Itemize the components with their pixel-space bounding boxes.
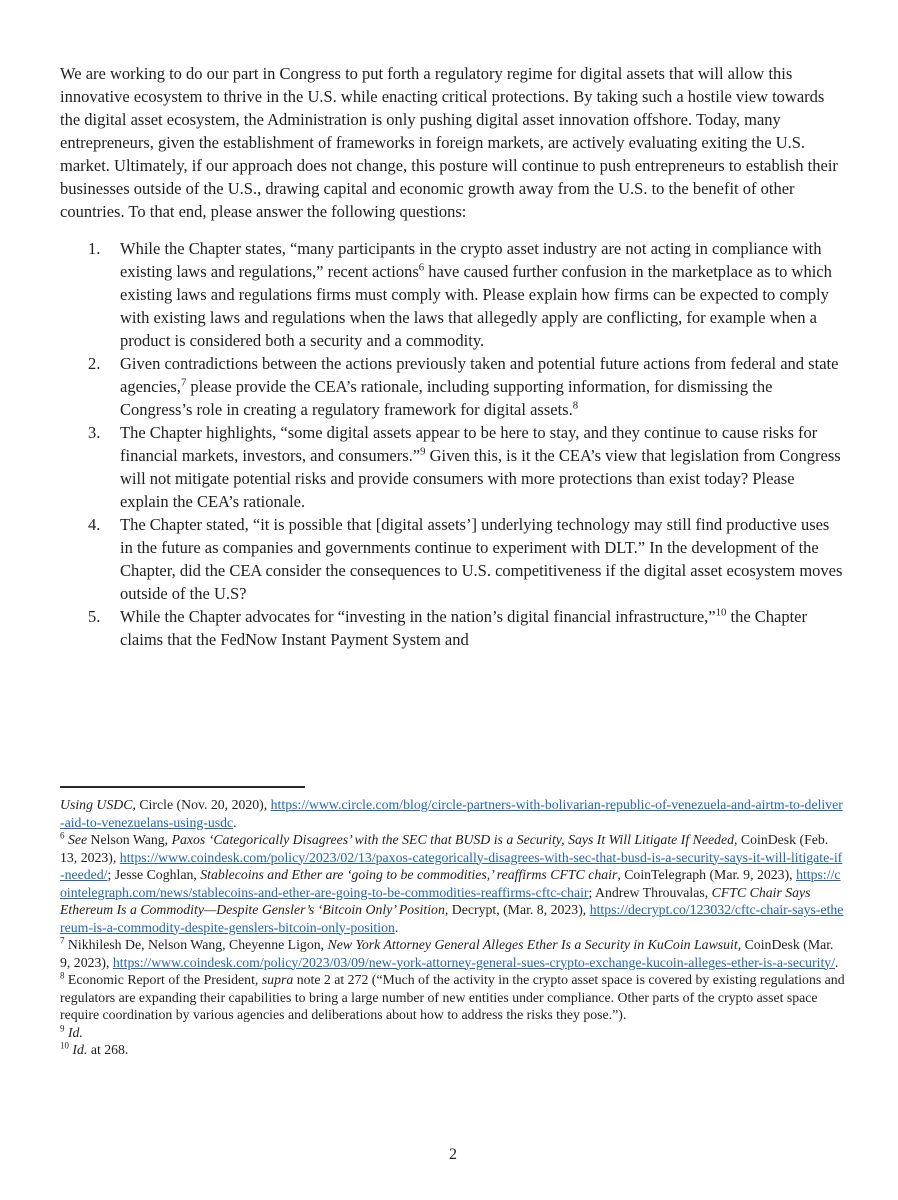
footnote-reference: 6 [60, 830, 65, 841]
footnote-reference: 8 [572, 399, 579, 412]
italic-text: Using USDC [60, 797, 133, 812]
footnote-reference: 9 [60, 1022, 65, 1033]
text-run: the Chapter claims that the FedNow Instant Payment System and [120, 607, 807, 649]
question-number: 5. [88, 607, 101, 626]
footnote-reference: 8 [60, 970, 65, 981]
questions-list [60, 237, 846, 651]
question-number: 1. [88, 239, 101, 258]
page-number: 2 [449, 1146, 457, 1163]
question-number: 3. [88, 423, 101, 442]
question-number: 4. [88, 515, 101, 534]
footnote-reference: 9 [420, 445, 426, 458]
footnote-separator [60, 786, 305, 788]
question-number: 2. [88, 354, 101, 373]
italic-text: CFTC Chair Says Ethereum Is a Commodity—Despite Gensler’s ‘Bitcoin Only’ Position [60, 884, 811, 917]
text-run: , Circle (Nov. 20, 2020), [132, 797, 271, 812]
question-item-3 [60, 421, 846, 513]
hyperlink[interactable]: https://www.circle.com/blog/circle-partners-with-bolivarian-republic-of-venezuela-and-airtm-to-deliver-aid-to-venezuelans-using-usdc [60, 797, 843, 830]
text-run: While the Chapter advocates for “investing in the nation’s digital financial infrastructure,” [120, 607, 716, 626]
footnote-9 [60, 1024, 846, 1042]
text-run: The Chapter stated, “it is possible that [digital assets’] underlying technology may still find productive uses in the future as companies and governments continue to experiment with DLT.” In the development of the Chapter, did the CEA consider the consequences to U.S. competitiveness if the digital asset ecosystem moves outside of the U.S? [120, 515, 843, 603]
question-item-1 [60, 237, 846, 352]
text-run: please provide the CEA’s rationale, including supporting information, for dismissing the Congress’s role in creating a regulatory framework for digital assets. [120, 377, 773, 419]
question-item-5 [60, 605, 846, 651]
question-text [120, 421, 846, 513]
text-run: ; Jesse Coghlan, [107, 867, 201, 882]
italic-text: Id. [72, 1042, 88, 1057]
text-run: Given this, is it the CEA’s view that legislation from Congress will not mitigate potential risks and provide consumers with more protections than exist today? Please explain the CEA’s rationale. [120, 446, 841, 511]
hyperlink[interactable]: https://decrypt.co/123032/cftc-chair-says-ethereum-is-a-commodity-despite-genslers-bitcoin-only-position [60, 902, 844, 935]
question-item-2 [60, 352, 846, 421]
italic-text: Id. [67, 1024, 83, 1040]
italic-text: New York Attorney General Alleges Ether Is a Security in KuCoin Lawsuit, [327, 937, 742, 952]
hyperlink[interactable]: https://www.coindesk.com/policy/2023/02/13/paxos-categorically-disagrees-with-sec-that-busd-is-a-security-says-it-will-litigate-if-needed/ [60, 849, 843, 882]
hyperlink[interactable]: https://www.coindesk.com/policy/2023/03/09/new-york-attorney-general-sues-crypto-exchange-kucoin-alleges-ether-is-a-security/ [112, 954, 836, 970]
text-run: . [835, 954, 839, 970]
footnote-6 [60, 831, 846, 936]
footnote-reference: 10 [715, 606, 727, 619]
text-run: Given contradictions between the actions previously taken and potential future actions from federal and state agencies, [120, 354, 839, 396]
text-run: note 2 at 272 (“Much of the activity in the crypto asset space is covered by existing regulations and regulators are expanding their capabilities to bring a large number of new entities under compliance. Other parts of the crypto asset space require coordination by various agencies and deliberations about how to address the risks they pose.”). [60, 972, 845, 1022]
footnote-reference: 7 [180, 376, 187, 389]
footnotes-section [60, 786, 846, 1059]
text-run: Nikhilesh De, Nelson Wang, Cheyenne Ligon, [64, 937, 328, 952]
question-item-4 [60, 513, 846, 605]
italic-text: supra [261, 972, 294, 987]
text-run: The Chapter highlights, “some digital assets appear to be here to stay, and they continue to cause risks for financial markets, investors, and consumers.” [120, 423, 818, 465]
letter-body [60, 62, 846, 651]
footnote-10 [60, 1041, 846, 1059]
footnote-continuation [60, 796, 846, 831]
footnote-8 [60, 971, 846, 1024]
footnote-reference: 10 [60, 1040, 69, 1051]
italic-text: Stablecoins and Ether are ‘going to be commodities,’ reaffirms CFTC chair [200, 867, 618, 882]
hyperlink[interactable]: https://cointelegraph.com/news/stablecoins-and-ether-are-going-to-be-commodities-reaffirms-cftc-chair [60, 867, 841, 900]
text-run: We are working to do our part in Congress to put forth a regulatory regime for digital assets that will allow this innovative ecosystem to thrive in the U.S. while enacting critical protections. By taking such a hostile view towards the digital asset ecosystem, the Administration is only pushing digital asset innovation offshore. Today, many entrepreneurs, given the establishment of frameworks in foreign markets, are actively evaluating exiting the U.S. market. Ultimately, if our approach does not change, this posture will continue to push entrepreneurs to establish their businesses outside of the U.S., drawing capital and economic growth away from the U.S. to the benefit of other countries. To that end, please answer the following questions: [60, 64, 838, 221]
text-run: have caused further confusion in the marketplace as to which existing laws and regulations firms must comply with. Please explain how firms can be expected to comply with existing laws and regulations when the laws that allegedly apply are conflicting, for example when a product is considered both a security and a commodity. [120, 262, 832, 350]
text-run: at 268. [87, 1042, 129, 1057]
question-text [120, 237, 846, 352]
question-text [120, 352, 846, 421]
text-run: ; Andrew Throuvalas, [588, 884, 712, 900]
text-run: , CoinTelegraph (Mar. 9, 2023), [617, 867, 797, 882]
text-run: While the Chapter states, “many participants in the crypto asset industry are not acting in compliance with existing laws and regulations,” recent actions [120, 239, 822, 281]
text-run: . [233, 814, 237, 830]
text-run: Nelson Wang, [87, 832, 172, 847]
intro-paragraph [60, 62, 846, 223]
text-run: . [394, 919, 399, 935]
text-run: CoinDesk (Feb. 13, 2023), [60, 832, 829, 865]
question-text [120, 513, 846, 605]
footnote-reference: 7 [60, 935, 65, 946]
italic-text: See [67, 832, 88, 847]
text-run: CoinDesk (Mar. 9, 2023), [60, 937, 834, 970]
text-run: Economic Report of the President, [64, 972, 262, 987]
footnote-7 [60, 936, 846, 971]
footnote-reference: 6 [418, 261, 425, 274]
text-run: , Decrypt, (Mar. 8, 2023), [444, 902, 590, 917]
question-text [120, 605, 846, 651]
italic-text: Paxos ‘Categorically Disagrees’ with the SEC that BUSD is a Security, Says It Will Litigate If Needed, [171, 832, 738, 847]
